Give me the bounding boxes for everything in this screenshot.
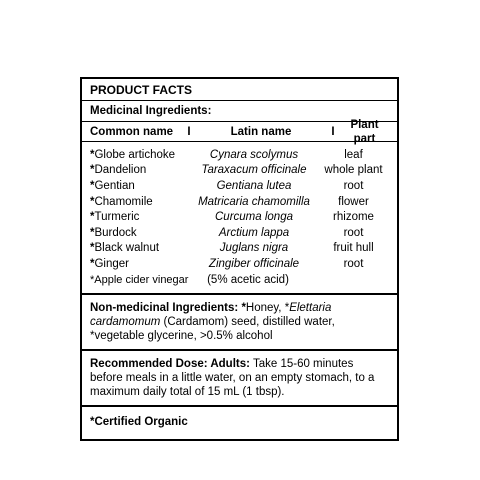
organic-asterisk: * — [90, 211, 95, 224]
organic-asterisk: * — [90, 242, 95, 255]
recommended-dose — [82, 351, 397, 407]
ingredient-row — [90, 194, 389, 210]
organic-asterisk: * — [90, 226, 95, 239]
medicinal-ingredients-heading: Medicinal Ingredients: — [82, 101, 397, 122]
ingredient-plant-part: leaf — [344, 148, 363, 161]
organic-asterisk: * — [90, 148, 95, 161]
ingredient-common-name: Globe artichoke — [94, 148, 176, 161]
ingredient-common-name: Apple cider vinegar — [94, 273, 189, 286]
ingredient-detail: (5% acetic acid) — [207, 273, 289, 286]
column-common-name: Common name — [90, 125, 174, 138]
non-medicinal-heading: Non-medicinal Ingredients: — [90, 302, 239, 315]
ingredient-plant-part: rhizome — [333, 211, 374, 224]
organic-asterisk: * — [90, 195, 95, 208]
recommended-dose-text: Take 15-60 minutes before meals in a little water, on an empty stomach, to a maximum daily total of 15 mL (1 tbsp). — [90, 358, 375, 399]
ingredient-plant-part: whole plant — [324, 164, 383, 177]
ingredient-plant-part: fruit hull — [333, 242, 374, 255]
ingredient-latin-name: Zingiber officinale — [208, 257, 300, 270]
cardamom-latin-name: Elettaria cardamomum — [90, 302, 332, 329]
ingredient-row — [90, 147, 389, 163]
ingredient-latin-name: Arctium lappa — [218, 226, 290, 239]
organic-asterisk: * — [90, 273, 95, 286]
ingredient-latin-name: Curcuma longa — [215, 211, 293, 224]
ingredient-row — [90, 272, 389, 288]
ingredient-list — [82, 142, 397, 295]
ingredient-latin-name: Taraxacum officinale — [201, 164, 307, 177]
column-separator: I — [331, 125, 335, 138]
ingredient-common-name: Burdock — [94, 226, 137, 239]
ingredient-common-name: Black walnut — [94, 242, 160, 255]
ingredient-plant-part: root — [343, 179, 364, 192]
organic-asterisk: * — [90, 164, 95, 177]
ingredient-row — [90, 225, 389, 241]
column-plant-part: Plant part — [350, 118, 379, 145]
ingredient-row — [90, 178, 389, 194]
organic-asterisk: * — [90, 257, 95, 270]
ingredient-plant-part: root — [343, 257, 364, 270]
non-medicinal-ingredients: Non-medicinal Ingredients: *Honey, *Elettaria cardamomum (Cardamom) seed, distilled water, *vegetable glycerine, >0.5% alcohol — [82, 295, 397, 351]
ingredient-row — [90, 241, 389, 257]
ingredient-common-name: Dandelion — [94, 164, 147, 177]
product-facts-label — [80, 77, 399, 441]
ingredient-common-name: Chamomile — [94, 195, 153, 208]
ingredient-row — [90, 256, 389, 272]
ingredient-latin-name: Juglans nigra — [219, 242, 289, 255]
certified-organic-note: *Certified Organic — [90, 416, 188, 429]
ingredient-common-name: Gentian — [94, 179, 135, 192]
ingredient-latin-name: Gentiana lutea — [216, 179, 292, 192]
organic-asterisk: * — [90, 179, 95, 192]
ingredient-latin-name: Cynara scolymus — [209, 148, 299, 161]
ingredient-plant-part: flower — [338, 195, 369, 208]
ingredient-common-name: Ginger — [94, 257, 130, 270]
column-separator: I — [187, 125, 191, 138]
ingredient-common-name: Turmeric — [94, 211, 140, 224]
ingredient-plant-part: root — [343, 226, 364, 239]
column-latin-name: Latin name — [230, 125, 292, 138]
recommended-dose-heading: Recommended Dose: Adults: — [90, 358, 250, 371]
label-title: PRODUCT FACTS — [82, 79, 397, 101]
ingredient-latin-name: Matricaria chamomilla — [198, 195, 310, 208]
ingredient-row — [90, 163, 389, 179]
ingredient-row — [90, 209, 389, 225]
ingredient-column-headers — [82, 118, 397, 145]
